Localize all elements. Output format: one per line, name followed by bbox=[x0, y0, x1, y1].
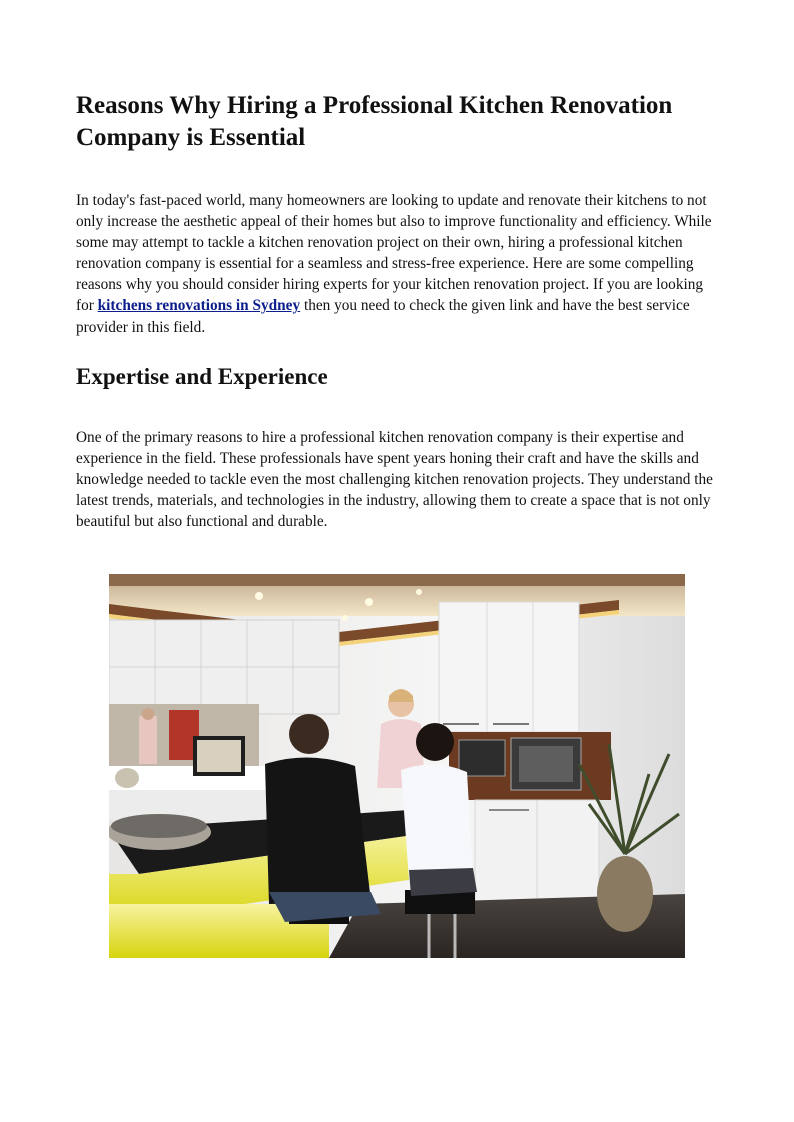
intro-text-before-link: In today's fast-paced world, many homeowners are looking to update and renovate their kitchens to not only increase the aesthetic appeal of their homes but also to improve functionality and efficiency. While some may attempt to tackle a kitchen renovation project on their own, hiring a professional kitchen renovation company is essential for a seamless and stress-free experience. Here are some compelling reasons why you should consider hiring experts for your kitchen renovation project. If you are looking for bbox=[76, 192, 712, 315]
expertise-paragraph: One of the primary reasons to hire a professional kitchen renovation company is their expertise and experience in the field. These professionals have spent years honing their craft and have the skills and knowledge needed to tackle even the most challenging kitchen renovation projects. They understand the latest trends, materials, and technologies in the industry, allowing them to create a space that is not only beautiful but also functional and durable. bbox=[76, 429, 713, 531]
kitchen-showroom-photo bbox=[109, 574, 685, 958]
intro-paragraph bbox=[76, 190, 721, 338]
section-heading-expertise: Expertise and Experience bbox=[76, 364, 328, 389]
intro-text-after-link: then you need to check the given link and have the best service provider in this field. bbox=[76, 297, 690, 336]
kitchens-renovations-link[interactable]: kitchens renovations in Sydney bbox=[97, 297, 301, 315]
page-title: Reasons Why Hiring a Professional Kitchen Renovation Company is Essential bbox=[76, 92, 673, 151]
